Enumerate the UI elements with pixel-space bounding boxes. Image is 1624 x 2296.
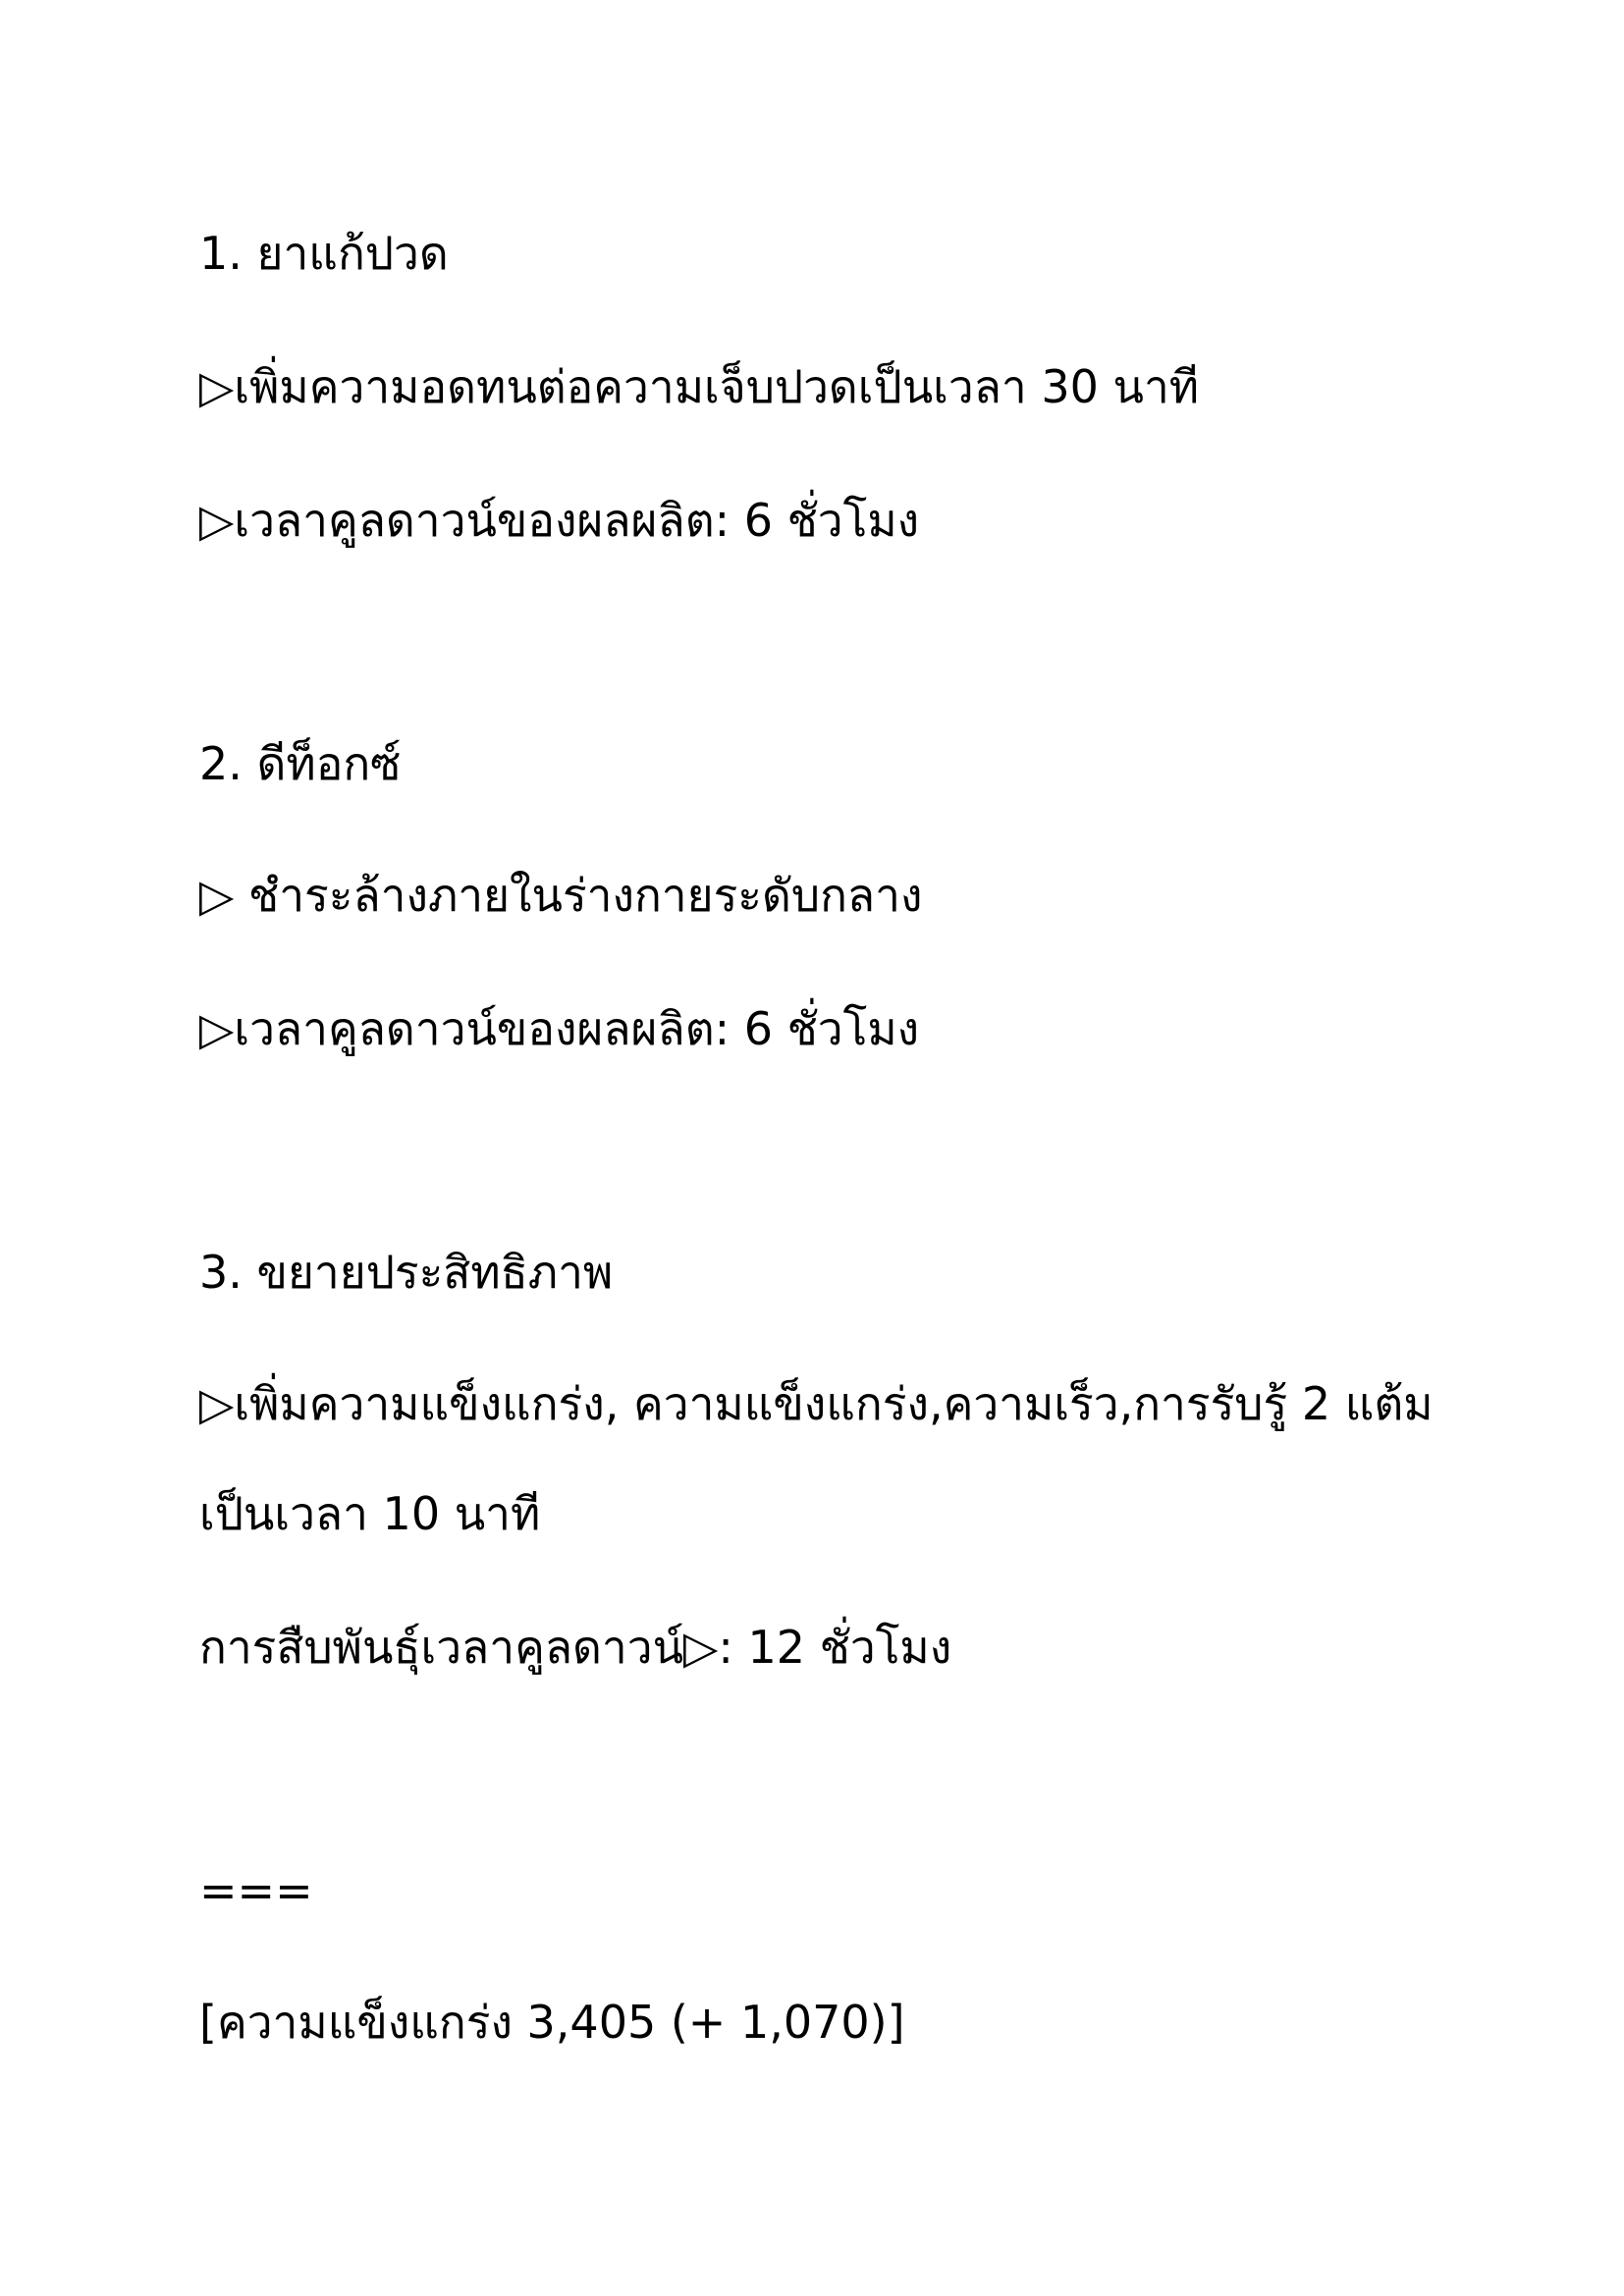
status-line: [ความแข็งแกร่ง 3,405 (+ 1,070)]: [199, 1996, 905, 2049]
item-3-effect: ▷เพิ่มความแข็งแกร่ง, ความแข็งแกร่ง,ความเร็ว,การรับรู้ 2 แต้ม: [199, 1377, 1434, 1430]
item-2-effect: ▷ ชำระล้างภายในร่างกายระดับกลาง: [199, 869, 923, 922]
item-1-title: 1. ยาแก้ปวด: [199, 227, 449, 280]
item-1-cooldown: ▷เวลาคูลดาวน์ของผลผลิต: 6 ชั่วโมง: [199, 494, 920, 547]
item-3-effect-continued: เป็นเวลา 10 นาที: [199, 1487, 541, 1540]
item-2-title: 2. ดีท็อกซ์: [199, 737, 402, 790]
item-3-cooldown: การสืบพันธุ์เวลาคูลดาวน์▷: 12 ชั่วโมง: [199, 1621, 952, 1674]
separator: ===: [199, 1864, 313, 1917]
item-2-cooldown: ▷เวลาคูลดาวน์ของผลผลิต: 6 ชั่วโมง: [199, 1002, 920, 1055]
item-1-effect: ▷เพิ่มความอดทนต่อความเจ็บปวดเป็นเวลา 30 นาที: [199, 360, 1200, 413]
item-3-title: 3. ขยายประสิทธิภาพ: [199, 1246, 614, 1299]
